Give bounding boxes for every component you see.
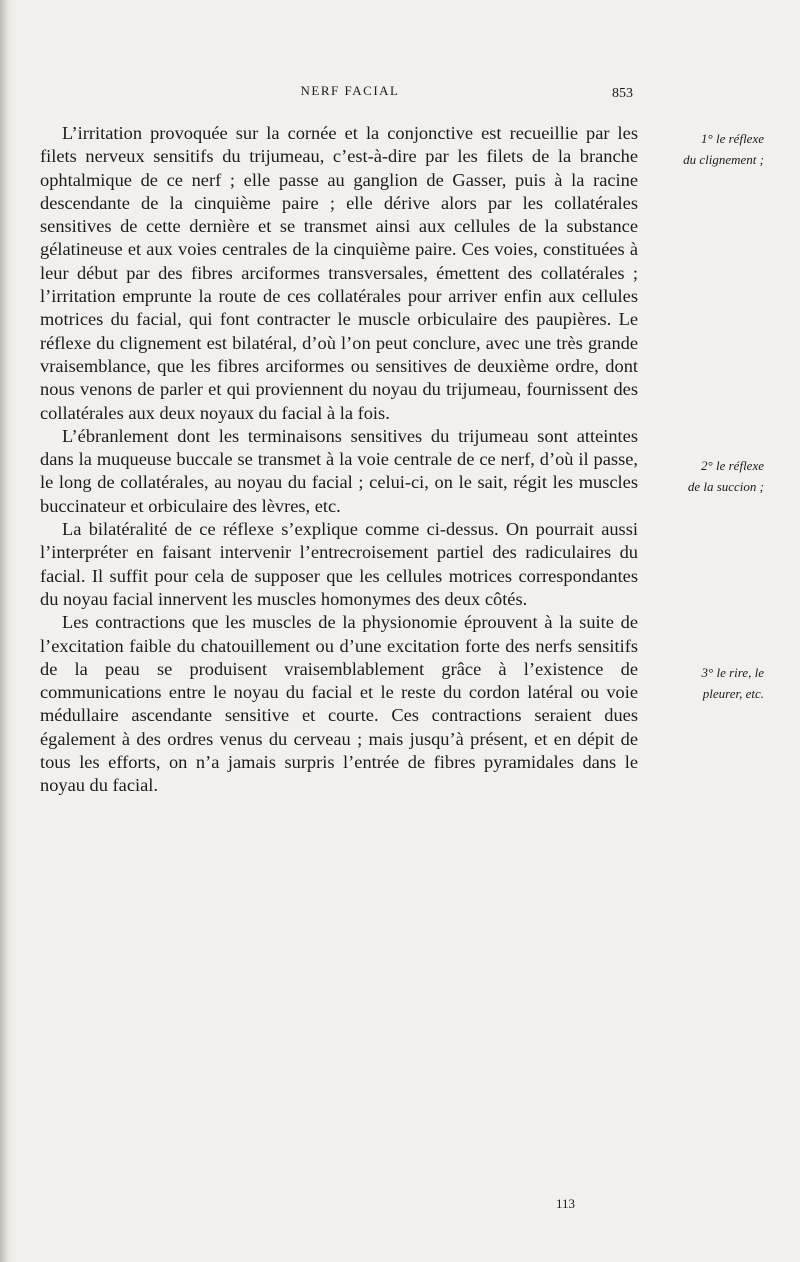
page-number: 853 [612, 86, 633, 101]
margin-note-line: 1° le réflexe [701, 131, 764, 146]
paragraph-clignement: L’irritation provoquée sur la cornée et la conjonctive est recueillie par les filets nerveux sensitifs du trijumeau, c’est-à-dire par les filets de la branche ophtalmique de ce nerf ; elle passe au ganglion de Gasser, puis à la racine descendante de la cinquième paire ; elle dérive alors par les collatérales sensitives de cette dernière et se transmet ainsi aux cellules de la substance gélatineuse et aux voies centrales de la cinquième paire. Ces voies, constituées à leur début par des fibres arciformes transversales, émettent des collatérales ; l’irritation emprunte la route de ces collatérales pour arriver enfin aux cellules motrices du facial, qui font contracter le muscle orbiculaire des paupières. Le réflexe du clignement est bilatéral, d’où l’on peut conclure, avec une très grande vraisemblance, que les fibres arciformes ou sensitives de deuxième ordre, dont nous venons de parler et qui proviennent du noyau du trijumeau, fournissent des collatérales aux deux noyaux du facial à la fois. [40, 123, 638, 423]
margin-note-line: du clignement ; [683, 152, 764, 167]
margin-note-line: 2° le réflexe [701, 458, 764, 473]
paragraph-contractions: Les contractions que les muscles de la physionomie éprouvent à la suite de l’excitation faible du chatouillement ou d’une excitation forte des nerfs sensitifs de la peau se produisent vraisemblablement grâce à l’existence de communications entre le noyau du facial et le reste du cordon latéral ou voie médullaire ascendante sensitive et courte. Ces contractions seraient dues également à des ordres venus du cerveau ; mais jusqu’à présent, et en dépit de tous les efforts, on n’a jamais surpris l’entrée de fibres pyramidales dans le noyau du facial. [40, 612, 638, 796]
paragraph-succion: L’ébranlement dont les terminaisons sensitives du trijumeau sont atteintes dans la muqueuse buccale se transmet à la voie centrale de ce nerf, d’où il passe, le long de collatérales, au noyau du facial ; celui-ci, on le sait, régit les muscles buccinateur et orbiculaire des lèvres, etc. [40, 425, 638, 516]
paragraph-bilateralite: La bilatéralité de ce réflexe s’explique comme ci-dessus. On pourrait aussi l’interpréter en faisant intervenir l’entrecroisement partiel des radiculaires du facial. Il suffit pour cela de supposer que les cellules motrices correspondantes du noyau facial innervent les muscles homonymes des deux côtés. [40, 519, 638, 609]
running-title: NERF FACIAL [300, 83, 400, 98]
margin-note-succion [652, 455, 764, 497]
margin-note-line: pleurer, etc. [702, 686, 764, 701]
margin-note-rire [652, 662, 764, 704]
body-text [40, 122, 638, 798]
signature-mark: 113 [556, 1196, 576, 1211]
margin-note-clignement [652, 128, 764, 170]
page-binding-edge [0, 0, 14, 1262]
margin-note-line: de la succion ; [687, 479, 764, 494]
margin-note-line: 3° le rire, le [701, 665, 764, 680]
